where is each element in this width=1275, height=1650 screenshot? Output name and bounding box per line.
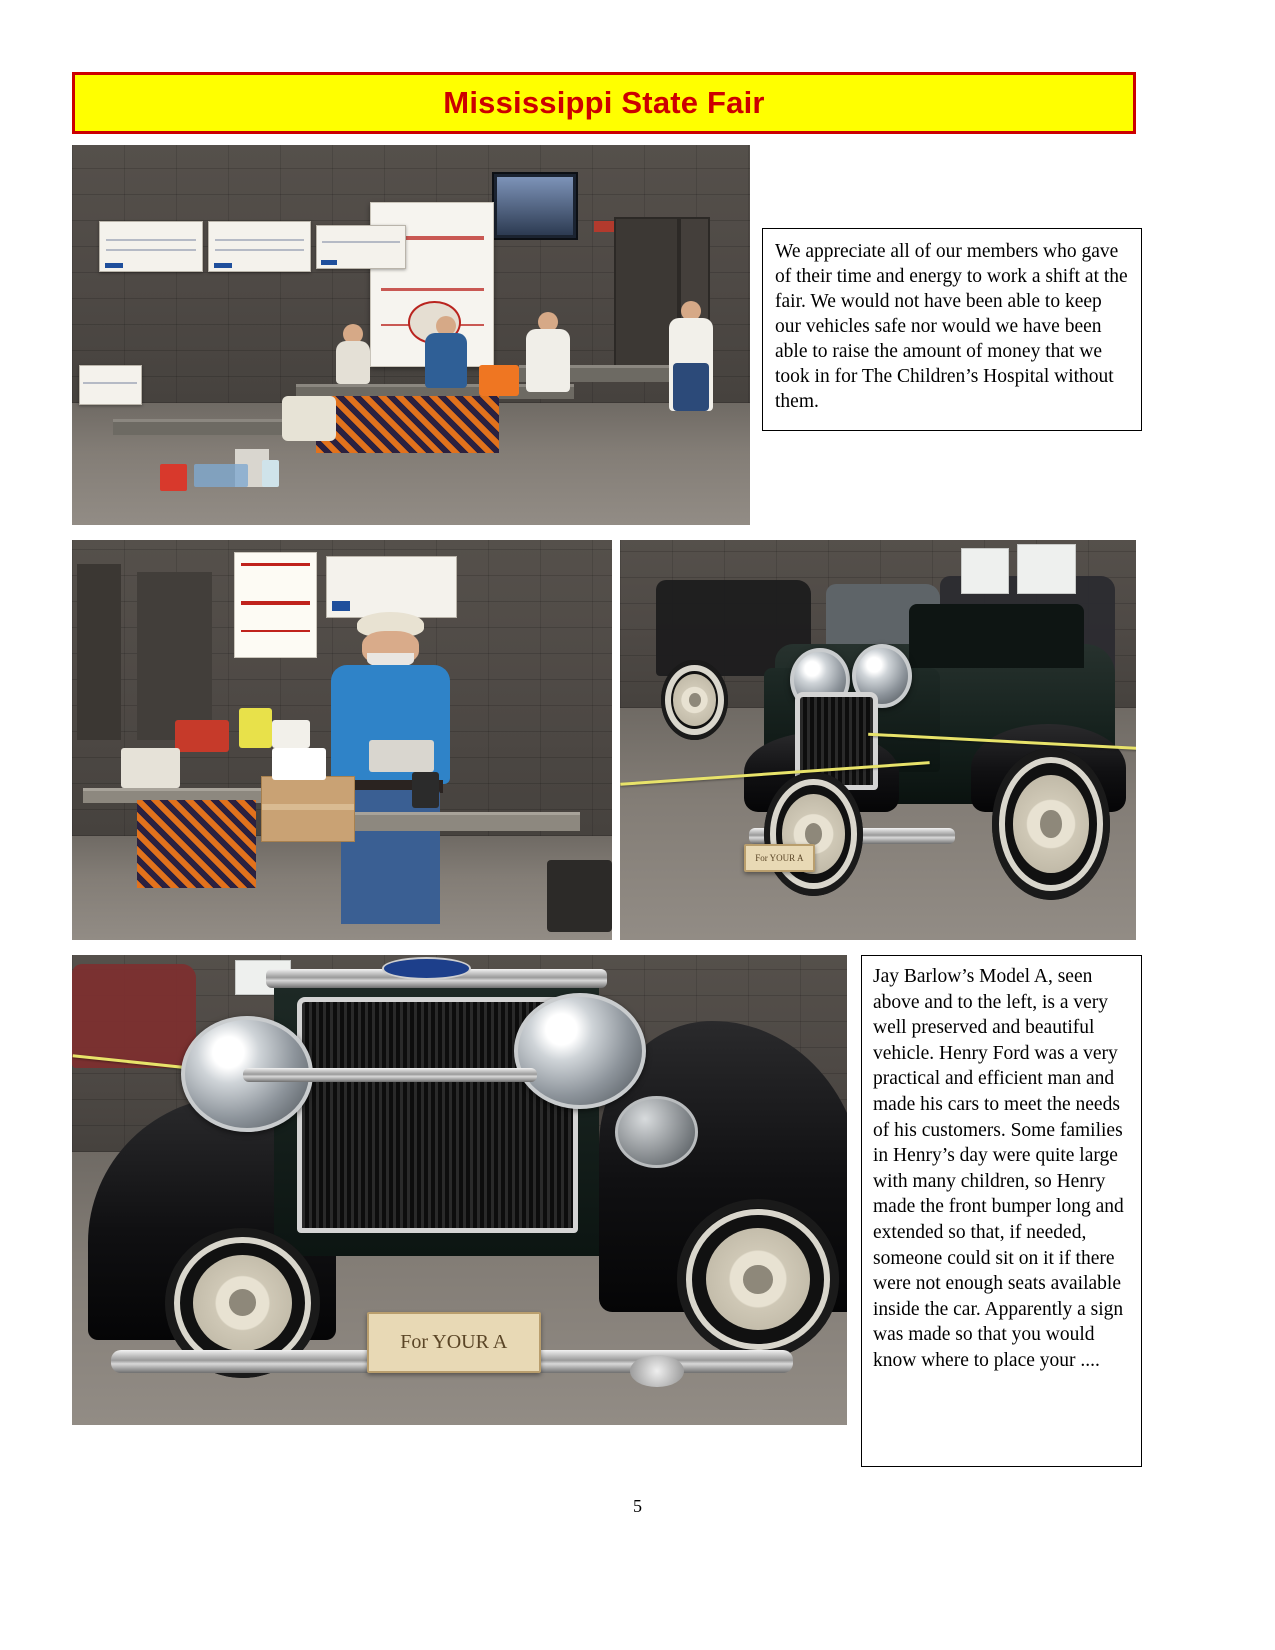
- cardboard-box: [261, 776, 355, 842]
- presentation-check: [208, 221, 312, 272]
- horn: [615, 1096, 699, 1168]
- seated-volunteer: [336, 324, 370, 384]
- model-a-front-end-photo: [72, 955, 847, 1425]
- display-placard: [1017, 544, 1076, 594]
- orange-cooler: [479, 365, 520, 395]
- folding-chair: [547, 860, 612, 932]
- front-wheel: [764, 772, 862, 896]
- photo3-scene: [620, 540, 1136, 940]
- wall-monitor-icon: [492, 172, 577, 241]
- water-bottle: [262, 460, 279, 487]
- skeleton-decoration: [121, 748, 180, 788]
- headlamp-right: [514, 993, 646, 1109]
- member-at-registration-table-photo: [72, 540, 612, 940]
- photo4-scene: [72, 955, 847, 1425]
- jeans: [341, 790, 441, 924]
- for-your-a-sign: For YOUR A: [367, 1312, 542, 1372]
- presentation-check: [316, 225, 406, 269]
- fair-booth-volunteers-photo: [72, 145, 750, 525]
- storage-bin: [194, 464, 248, 487]
- page-title: Mississippi State Fair: [443, 85, 765, 120]
- skeleton-decoration: [282, 396, 336, 442]
- headlamp-bar: [243, 1068, 538, 1082]
- seated-volunteer: [425, 316, 467, 388]
- yellow-cloth: [239, 708, 271, 748]
- front-wheel-right: [677, 1199, 840, 1359]
- photo1-scene: [72, 145, 750, 525]
- page-number: 5: [633, 1496, 642, 1516]
- presentation-check: [99, 221, 203, 272]
- spare-wheel: [661, 660, 728, 740]
- presentation-check: [79, 365, 142, 405]
- folding-table: [113, 419, 303, 435]
- caption-model-a: Jay Barlow’s Model A, seen above and to the left, is a very well preserved and beautiful vehicle. Henry Ford was a very practical and efficient man and made his cars to meet the needs of his customers. Some families in Henry’s day were quite large with many children, so Henry made the front bumper long and extended so that, if needed, someone could sit on it if there were not enough seats available inside the car. Apparently a sign was made so that you would know where to place your ....: [861, 955, 1142, 1467]
- for-your-a-sign: For YOUR A: [744, 844, 815, 872]
- peoples-choice-sign: [234, 552, 317, 658]
- doorway: [77, 564, 120, 740]
- convertible-top: [909, 604, 1084, 668]
- red-cup: [160, 464, 187, 491]
- background-car: [72, 964, 196, 1067]
- doorway: [137, 572, 213, 740]
- paper-towel-roll: [272, 720, 310, 748]
- caption-volunteers: We appreciate all of our members who gave of their time and energy to work a shift at the fair. We would not have been able to keep our vehicles safe nor would we have been able to raise the amount of money that we took in for The Children’s Hospital without them.: [762, 228, 1142, 431]
- paper-stack: [369, 740, 434, 772]
- fire-alarm-icon: [594, 221, 614, 232]
- paper-stack: [272, 748, 326, 780]
- model-a-roadster-photo: [620, 540, 1136, 940]
- photo2-scene: [72, 540, 612, 940]
- halloween-tablecloth: [316, 396, 499, 453]
- page-title-banner: [72, 72, 1136, 134]
- halloween-tablecloth: [137, 800, 256, 888]
- display-placard: [961, 548, 1009, 594]
- thermos: [412, 772, 439, 808]
- presentation-check: [326, 556, 458, 618]
- rear-wheel: [992, 748, 1111, 900]
- red-equipment: [175, 720, 229, 752]
- standing-volunteer: [669, 301, 713, 411]
- seated-volunteer: [526, 312, 570, 392]
